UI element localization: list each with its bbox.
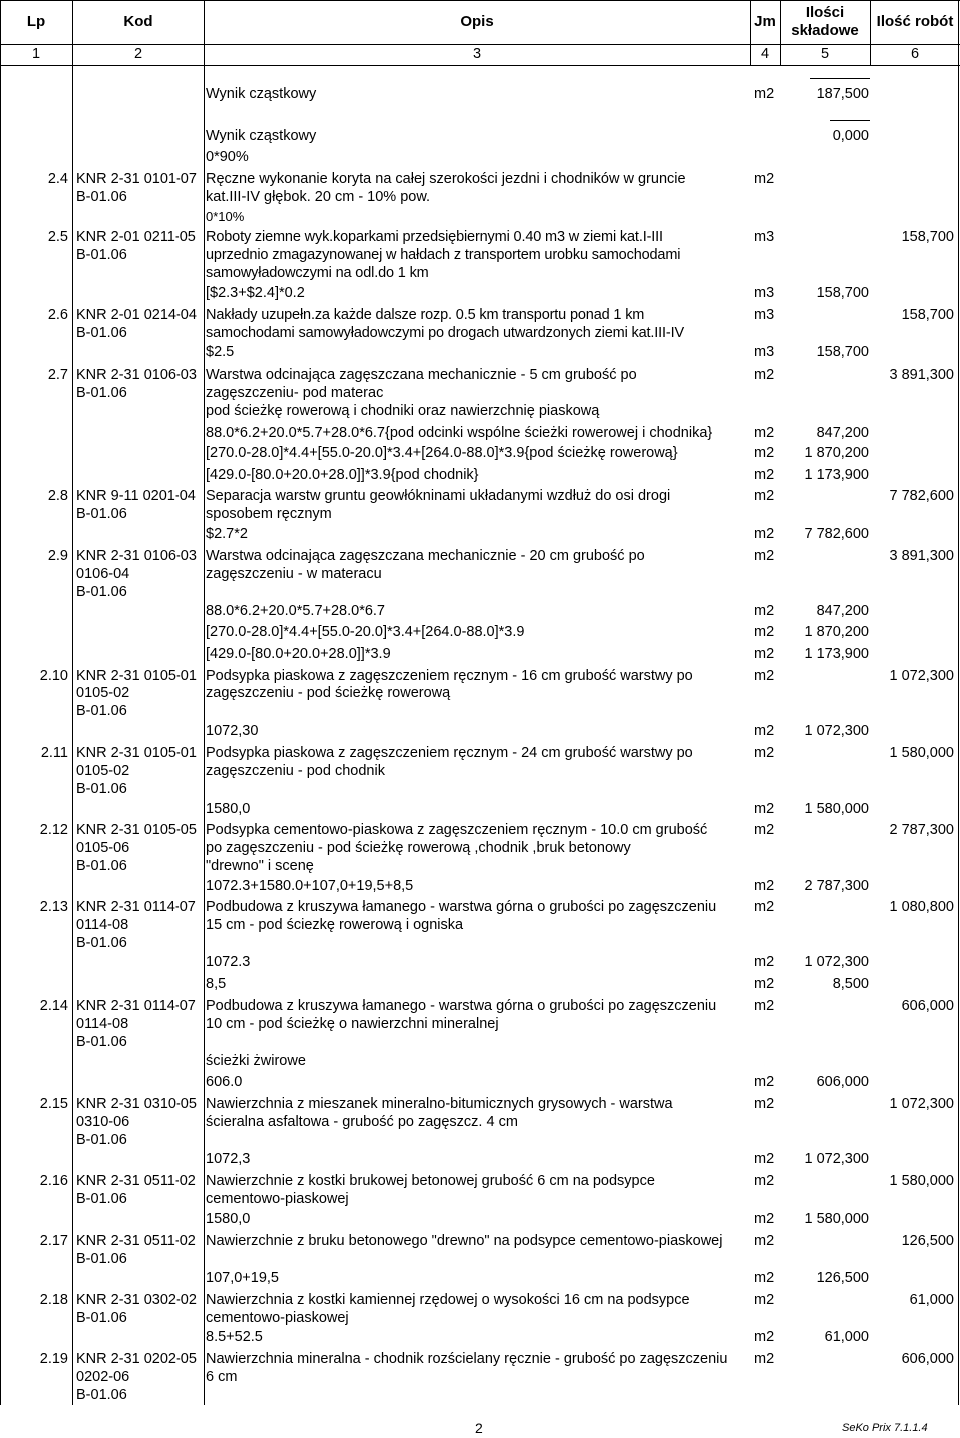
column-number-4: 4 [760, 46, 770, 62]
row-46-kod: 0114-08 [76, 1016, 129, 1032]
column-line-left [0, 0, 1, 1405]
row-21-ilosci: 7 782,600 [804, 526, 869, 542]
row-26-ilosci: 1 870,200 [804, 624, 869, 640]
row-40-lp: 2.13 [39, 899, 68, 915]
row-21-jm: m2 [754, 526, 775, 542]
row-58-kod: B-01.06 [76, 1251, 127, 1267]
row-60-kod: KNR 2-31 0302-02 [76, 1292, 197, 1308]
row-6-opis: Roboty ziemne wyk.koparkami przedsiębiernymi 0.40 m3 w ziemi kat.I-III [206, 229, 663, 245]
row-30-kod: B-01.06 [76, 703, 127, 719]
row-28-lp: 2.10 [39, 668, 68, 684]
row-7-opis: uprzednio zmagazynowanej w hałdach z transportem urobku samochodami [206, 247, 681, 263]
row-22-opis: Warstwa odcinająca zagęszczana mechanicznie - 20 cm grubość po [206, 548, 645, 564]
row-18-opis: [429.0-[80.0+20.0+28.0]]*3.9{pod chodnik} [206, 467, 479, 483]
row-40-opis: Podbudowa z kruszywa łamanego - warstwa górna o grubości po zagęszczeniu [206, 899, 717, 915]
row-39-jm: m2 [754, 878, 775, 894]
row-40-jm: m2 [754, 899, 775, 915]
row-47-kod: B-01.06 [76, 1034, 127, 1050]
row-61-kod: B-01.06 [76, 1310, 127, 1326]
row-21-opis: $2.7*2 [206, 526, 248, 542]
row-60-opis: Nawierzchnia z kostki kamiennej rzędowej o wysokości 16 cm na podsypce [206, 1292, 690, 1308]
row-50-kod: KNR 2-31 0310-05 [76, 1096, 197, 1112]
row-8-opis: samowyładowczymi na odl.do 1 km [206, 265, 429, 281]
row-2-opis: 0*90% [206, 149, 249, 165]
row-3-opis: Ręczne wykonanie koryta na całej szerokości jezdni i chodników w gruncie [206, 171, 686, 187]
row-18-jm: m2 [754, 467, 775, 483]
row-20-opis: sposobem ręcznym [206, 506, 332, 522]
row-54-kod: KNR 2-31 0511-02 [76, 1173, 196, 1189]
row-59-opis: 107,0+19,5 [206, 1270, 279, 1286]
row-55-kod: B-01.06 [76, 1191, 127, 1207]
row-36-lp: 2.12 [39, 822, 68, 838]
row-49-ilosci: 606,000 [816, 1074, 869, 1090]
row-17-jm: m2 [754, 445, 775, 461]
header-bottom-border [0, 44, 960, 45]
row-31-jm: m2 [754, 723, 775, 739]
row-54-jm: m2 [754, 1173, 775, 1189]
table-top-border [0, 0, 960, 1]
row-45-jm: m2 [754, 998, 775, 1014]
row-13-jm: m2 [754, 367, 775, 383]
row-5-opis: 0*10% [206, 209, 245, 224]
row-63-jm: m2 [754, 1351, 775, 1367]
row-63-opis: Nawierzchnia mineralna - chodnik rozścielany ręcznie - grubość po zagęszczeniu [206, 1351, 728, 1367]
row-19-jm: m2 [754, 488, 775, 504]
row-39-opis: 1072.3+1580.0+107,0+19,5+8,5 [206, 878, 414, 894]
row-37-opis: po zagęszczeniu - pod ścieżkę rowerową ,chodnik ,bruk betonowy [206, 840, 631, 856]
row-53-ilosci: 1 072,300 [804, 1151, 869, 1167]
row-41-opis: 15 cm - pod ściezkę rowerową i ogniska [206, 917, 464, 933]
row-39-ilosci: 2 787,300 [804, 878, 869, 894]
row-52-kod: B-01.06 [76, 1132, 127, 1148]
row-3-kod: KNR 2-31 0101-07 [76, 171, 197, 187]
row-36-opis: Podsypka cementowo-piaskowa z zagęszczeniem ręcznym - 10.0 cm grubość [206, 822, 708, 838]
row-27-ilosci: 1 173,900 [804, 646, 869, 662]
row-32-ilosc-robot: 1 580,000 [889, 745, 954, 761]
row-12-opis: $2.5 [206, 344, 235, 360]
row-10-lp: 2.6 [47, 307, 68, 323]
row-20-kod: B-01.06 [76, 506, 127, 522]
row-64-kod: 0202-06 [76, 1369, 130, 1385]
row-19-kod: KNR 9-11 0201-04 [76, 488, 196, 504]
row-28-jm: m2 [754, 668, 775, 684]
row-9-ilosci: 158,700 [816, 285, 869, 301]
column-line-kod-opis [204, 0, 205, 1405]
row-6-lp: 2.5 [47, 229, 68, 245]
row-29-kod: 0105-02 [76, 685, 130, 701]
subtotal-overline-1 [810, 78, 870, 79]
row-56-ilosci: 1 580,000 [804, 1211, 869, 1227]
column-number-3: 3 [472, 46, 482, 62]
row-4-kod: B-01.06 [76, 189, 127, 205]
row-53-jm: m2 [754, 1151, 775, 1167]
column-line-right [958, 0, 959, 1405]
row-24-kod: B-01.06 [76, 584, 127, 600]
row-22-kod: KNR 2-31 0106-03 [76, 548, 197, 564]
subtotal-overline-2 [830, 120, 870, 121]
row-32-opis: Podsypka piaskowa z zagęszczeniem ręcznym - 24 cm grubość warstwy po [206, 745, 693, 761]
row-31-ilosci: 1 072,300 [804, 723, 869, 739]
row-50-lp: 2.15 [39, 1096, 68, 1112]
row-10-opis: Nakłady uzupełn.za każde dalsze rozp. 0.5 km transportu ponad 1 km [206, 307, 645, 323]
row-38-opis: "drewno" i scenę [206, 858, 314, 874]
column-numbers-bottom-border [0, 65, 960, 66]
row-63-lp: 2.19 [39, 1351, 68, 1367]
row-28-kod: KNR 2-31 0105-01 [76, 668, 197, 684]
row-51-opis: ścieralna asfaltowa - grubość po zagęszcz. 4 cm [206, 1114, 518, 1130]
row-13-lp: 2.7 [47, 367, 68, 383]
row-62-ilosci: 61,000 [824, 1329, 869, 1345]
row-45-ilosc-robot: 606,000 [901, 998, 954, 1014]
row-25-jm: m2 [754, 603, 775, 619]
row-0-jm: m2 [754, 86, 775, 102]
column-number-2: 2 [133, 46, 143, 62]
row-63-kod: KNR 2-31 0202-05 [76, 1351, 197, 1367]
row-12-jm: m3 [754, 344, 775, 360]
row-48-opis: ścieżki żwirowe [206, 1053, 306, 1069]
row-57-ilosc-robot: 126,500 [901, 1233, 954, 1249]
row-49-opis: 606.0 [206, 1074, 243, 1090]
row-40-kod: KNR 2-31 0114-07 [76, 899, 196, 915]
row-16-opis: 88.0*6.2+20.0*5.7+28.0*6.7{pod odcinki wspólne ścieżki rowerowej i chodnika} [206, 425, 713, 441]
row-41-kod: 0114-08 [76, 917, 129, 933]
row-57-opis: Nawierzchnie z bruku betonowego "drewno" na podsypce cementowo-piaskowej [206, 1233, 723, 1249]
row-4-opis: kat.III-IV głębok. 20 cm - 10% pow. [206, 189, 431, 205]
row-19-lp: 2.8 [47, 488, 68, 504]
row-42-kod: B-01.06 [76, 935, 127, 951]
row-61-opis: cementowo-piaskowej [206, 1310, 349, 1326]
row-25-ilosci: 847,200 [816, 603, 869, 619]
row-57-lp: 2.17 [39, 1233, 68, 1249]
row-44-jm: m2 [754, 976, 775, 992]
row-32-jm: m2 [754, 745, 775, 761]
row-14-kod: B-01.06 [76, 385, 127, 401]
row-35-jm: m2 [754, 801, 775, 817]
header-ilosc-robot: Ilość robót [876, 13, 954, 30]
column-number-6: 6 [910, 46, 920, 62]
row-53-opis: 1072,3 [206, 1151, 251, 1167]
row-6-jm: m3 [754, 229, 775, 245]
row-60-ilosc-robot: 61,000 [909, 1292, 954, 1308]
header-ilosci-line2: składowe [791, 22, 859, 39]
row-33-opis: zagęszczeniu - pod chodnik [206, 763, 385, 779]
row-51-kod: 0310-06 [76, 1114, 130, 1130]
row-36-ilosc-robot: 2 787,300 [889, 822, 954, 838]
column-line-lp-kod [72, 0, 73, 1405]
row-44-ilosci: 8,500 [832, 976, 869, 992]
header-kod: Kod [123, 13, 153, 30]
row-12-ilosci: 158,700 [816, 344, 869, 360]
row-36-kod: KNR 2-31 0105-05 [76, 822, 197, 838]
header-lp: Lp [26, 13, 46, 30]
row-28-opis: Podsypka piaskowa z zagęszczeniem ręcznym - 16 cm grubość warstwy po [206, 668, 693, 684]
software-label: SeKo Prix 7.1.1.4 [842, 1422, 928, 1434]
row-22-ilosc-robot: 3 891,300 [889, 548, 954, 564]
row-3-lp: 2.4 [47, 171, 68, 187]
row-14-opis: zagęszczeniu- pod materac [206, 385, 384, 401]
row-55-opis: cementowo-piaskowej [206, 1191, 349, 1207]
column-number-5: 5 [820, 46, 830, 62]
row-13-opis: Warstwa odcinająca zagęszczana mechanicznie - 5 cm grubość po [206, 367, 637, 383]
row-26-opis: [270.0-28.0]*4.4+[55.0-20.0]*3.4+[264.0-88.0]*3.9 [206, 624, 525, 640]
row-10-ilosc-robot: 158,700 [901, 307, 954, 323]
row-0-ilosci: 187,500 [816, 86, 869, 102]
row-32-kod: KNR 2-31 0105-01 [76, 745, 197, 761]
row-46-opis: 10 cm - pod ścieżkę o nawierzchni mineralnej [206, 1016, 499, 1032]
row-28-ilosc-robot: 1 072,300 [889, 668, 954, 684]
row-17-ilosci: 1 870,200 [804, 445, 869, 461]
row-16-ilosci: 847,200 [816, 425, 869, 441]
row-45-lp: 2.14 [39, 998, 68, 1014]
row-16-jm: m2 [754, 425, 775, 441]
header-separator-opis-jm [750, 0, 751, 65]
row-43-ilosci: 1 072,300 [804, 954, 869, 970]
row-17-opis: [270.0-28.0]*4.4+[55.0-20.0]*3.4+[264.0-88.0]*3.9{pod ścieżkę rowerową} [206, 445, 678, 461]
header-separator-ilosci-robot [870, 0, 871, 65]
row-15-opis: pod ścieżkę rowerową i chodniki oraz nawierzchnię piaskową [206, 403, 600, 419]
row-3-jm: m2 [754, 171, 775, 187]
row-23-opis: zagęszczeniu - w materacu [206, 566, 382, 582]
row-31-opis: 1072,30 [206, 723, 259, 739]
row-1-ilosci: 0,000 [832, 128, 869, 144]
row-27-opis: [429.0-[80.0+20.0+28.0]]*3.9 [206, 646, 391, 662]
row-9-jm: m3 [754, 285, 775, 301]
row-7-kod: B-01.06 [76, 247, 127, 263]
row-54-opis: Nawierzchnie z kostki brukowej betonowej grubość 6 cm na podsypce [206, 1173, 655, 1189]
row-62-opis: 8.5+52.5 [206, 1329, 263, 1345]
row-11-kod: B-01.06 [76, 325, 127, 341]
row-10-jm: m3 [754, 307, 775, 323]
header-ilosci-line1: Ilości [805, 4, 845, 21]
row-13-kod: KNR 2-31 0106-03 [76, 367, 197, 383]
row-27-jm: m2 [754, 646, 775, 662]
row-38-kod: B-01.06 [76, 858, 127, 874]
row-62-jm: m2 [754, 1329, 775, 1345]
row-36-jm: m2 [754, 822, 775, 838]
row-26-jm: m2 [754, 624, 775, 640]
row-56-opis: 1580,0 [206, 1211, 251, 1227]
row-33-kod: 0105-02 [76, 763, 130, 779]
row-6-kod: KNR 2-01 0211-05 [76, 229, 196, 245]
row-45-kod: KNR 2-31 0114-07 [76, 998, 196, 1014]
row-54-lp: 2.16 [39, 1173, 68, 1189]
row-0-opis: Wynik cząstkowy [206, 86, 317, 102]
row-35-opis: 1580,0 [206, 801, 251, 817]
row-22-lp: 2.9 [47, 548, 68, 564]
row-60-jm: m2 [754, 1292, 775, 1308]
row-63-ilosc-robot: 606,000 [901, 1351, 954, 1367]
header-jm: Jm [754, 13, 776, 30]
page-number: 2 [475, 1420, 483, 1436]
row-65-kod: B-01.06 [76, 1387, 127, 1403]
row-59-ilosci: 126,500 [816, 1270, 869, 1286]
row-43-opis: 1072.3 [206, 954, 251, 970]
row-35-ilosci: 1 580,000 [804, 801, 869, 817]
row-64-opis: 6 cm [206, 1369, 238, 1385]
row-50-ilosc-robot: 1 072,300 [889, 1096, 954, 1112]
row-25-opis: 88.0*6.2+20.0*5.7+28.0*6.7 [206, 603, 385, 619]
row-44-opis: 8,5 [206, 976, 227, 992]
row-43-jm: m2 [754, 954, 775, 970]
row-23-kod: 0106-04 [76, 566, 130, 582]
row-9-opis: [$2.3+$2.4]*0.2 [206, 285, 305, 301]
row-18-ilosci: 1 173,900 [804, 467, 869, 483]
row-34-kod: B-01.06 [76, 781, 127, 797]
row-54-ilosc-robot: 1 580,000 [889, 1173, 954, 1189]
row-13-ilosc-robot: 3 891,300 [889, 367, 954, 383]
row-1-opis: Wynik cząstkowy [206, 128, 317, 144]
row-40-ilosc-robot: 1 080,800 [889, 899, 954, 915]
row-22-jm: m2 [754, 548, 775, 564]
row-19-opis: Separacja warstw gruntu geowłókninami układanymi wzdłuż do osi drogi [206, 488, 671, 504]
header-opis: Opis [460, 13, 494, 30]
row-50-opis: Nawierzchnia z mieszanek mineralno-bitumicznych grysowych - warstwa [206, 1096, 673, 1112]
row-45-opis: Podbudowa z kruszywa łamanego - warstwa górna o grubości po zagęszczeniu [206, 998, 717, 1014]
row-32-lp: 2.11 [40, 745, 68, 761]
row-60-lp: 2.18 [39, 1292, 68, 1308]
row-10-kod: KNR 2-01 0214-04 [76, 307, 197, 323]
row-57-kod: KNR 2-31 0511-02 [76, 1233, 196, 1249]
row-29-opis: zagęszczeniu - pod ścieżkę rowerową [206, 685, 451, 701]
row-56-jm: m2 [754, 1211, 775, 1227]
row-37-kod: 0105-06 [76, 840, 130, 856]
row-19-ilosc-robot: 7 782,600 [889, 488, 954, 504]
row-57-jm: m2 [754, 1233, 775, 1249]
row-50-jm: m2 [754, 1096, 775, 1112]
row-49-jm: m2 [754, 1074, 775, 1090]
header-separator-jm-ilosci [780, 0, 781, 65]
row-6-ilosc-robot: 158,700 [901, 229, 954, 245]
column-number-1: 1 [31, 46, 41, 62]
row-59-jm: m2 [754, 1270, 775, 1286]
row-11-opis: samochodami samowyładowczymi po drogach utwardzonych ziemi kat.III-IV [206, 325, 685, 341]
